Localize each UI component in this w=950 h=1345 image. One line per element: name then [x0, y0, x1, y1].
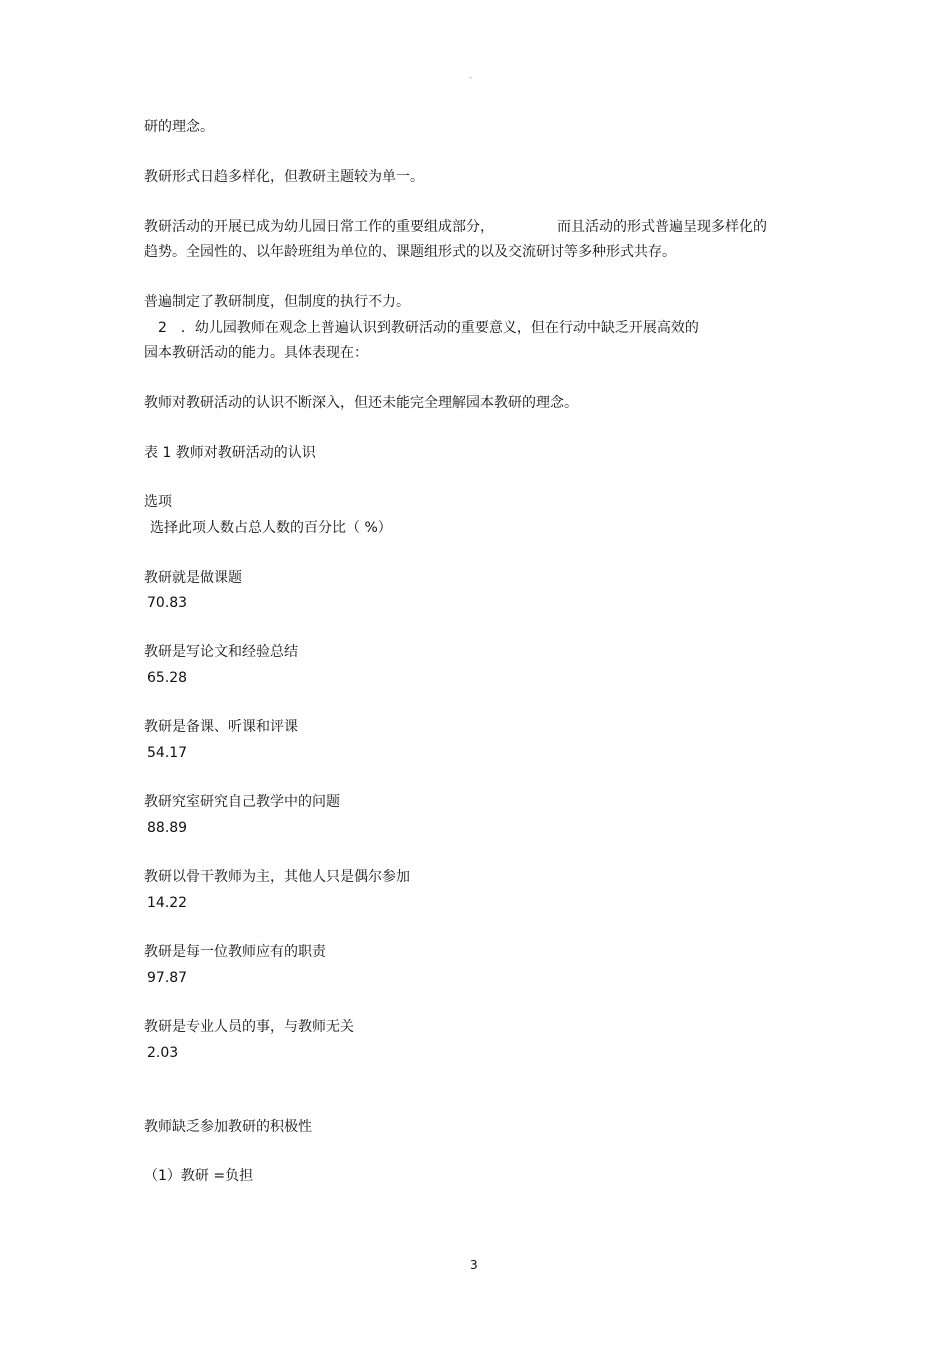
table-row-percent: 14.22 [147, 895, 188, 911]
table-row-percent: 2.03 [147, 1045, 179, 1061]
paragraph-line: 趋势。全园性的、以年龄班组为单位的、课题组形式的以及交流研讨等多种形式共存。 [144, 244, 676, 260]
paragraph-line: （1）教研 =负担 [144, 1168, 254, 1184]
table-row-percent: 70.83 [147, 595, 188, 611]
paragraph-line: 2 ．幼儿园教师在观念上普遍认识到教研活动的重要意义，但在行动中缺乏开展高效的 [158, 320, 699, 336]
page-number: 3 [470, 1258, 478, 1272]
table-row-option: 教研是备课、听课和评课 [144, 719, 298, 735]
table-row-option: 教研就是做课题 [144, 570, 242, 586]
paragraph-line: 研的理念。 [144, 119, 214, 135]
table-row-option: 教研究室研究自己教学中的问题 [144, 794, 340, 810]
paragraph-line: 而且活动的形式普遍呈现多样化的 [557, 219, 767, 235]
paragraph-line: 教研形式日趋多样化，但教研主题较为单一。 [144, 169, 424, 185]
header-mark: 。 [469, 71, 477, 80]
paragraph-line: 教师对教研活动的认识不断深入，但还未能完全理解园本教研的理念。 [144, 395, 578, 411]
table-row-option: 教研是专业人员的事，与教师无关 [144, 1019, 354, 1035]
paragraph-line: 教师缺乏参加教研的积极性 [144, 1119, 312, 1135]
table-row-option: 教研是写论文和经验总结 [144, 644, 298, 660]
table-header-option: 选项 [144, 494, 172, 510]
table-row-option: 教研以骨干教师为主，其他人只是偶尔参加 [144, 869, 410, 885]
table-row-percent: 65.28 [147, 670, 188, 686]
table-row-percent: 97.87 [147, 970, 188, 986]
paragraph-line: 园本教研活动的能力。具体表现在： [144, 345, 368, 361]
table-caption: 表 1 教师对教研活动的认识 [144, 445, 316, 461]
table-row-option: 教研是每一位教师应有的职责 [144, 944, 326, 960]
table-row-percent: 54.17 [147, 745, 188, 761]
paragraph-line: 教研活动的开展已成为幼儿园日常工作的重要组成部分， [144, 219, 494, 235]
paragraph-line: 普遍制定了教研制度，但制度的执行不力。 [144, 294, 410, 310]
table-header-percent: 选择此项人数占总人数的百分比（ %） [150, 520, 392, 536]
table-row-percent: 88.89 [147, 820, 188, 836]
